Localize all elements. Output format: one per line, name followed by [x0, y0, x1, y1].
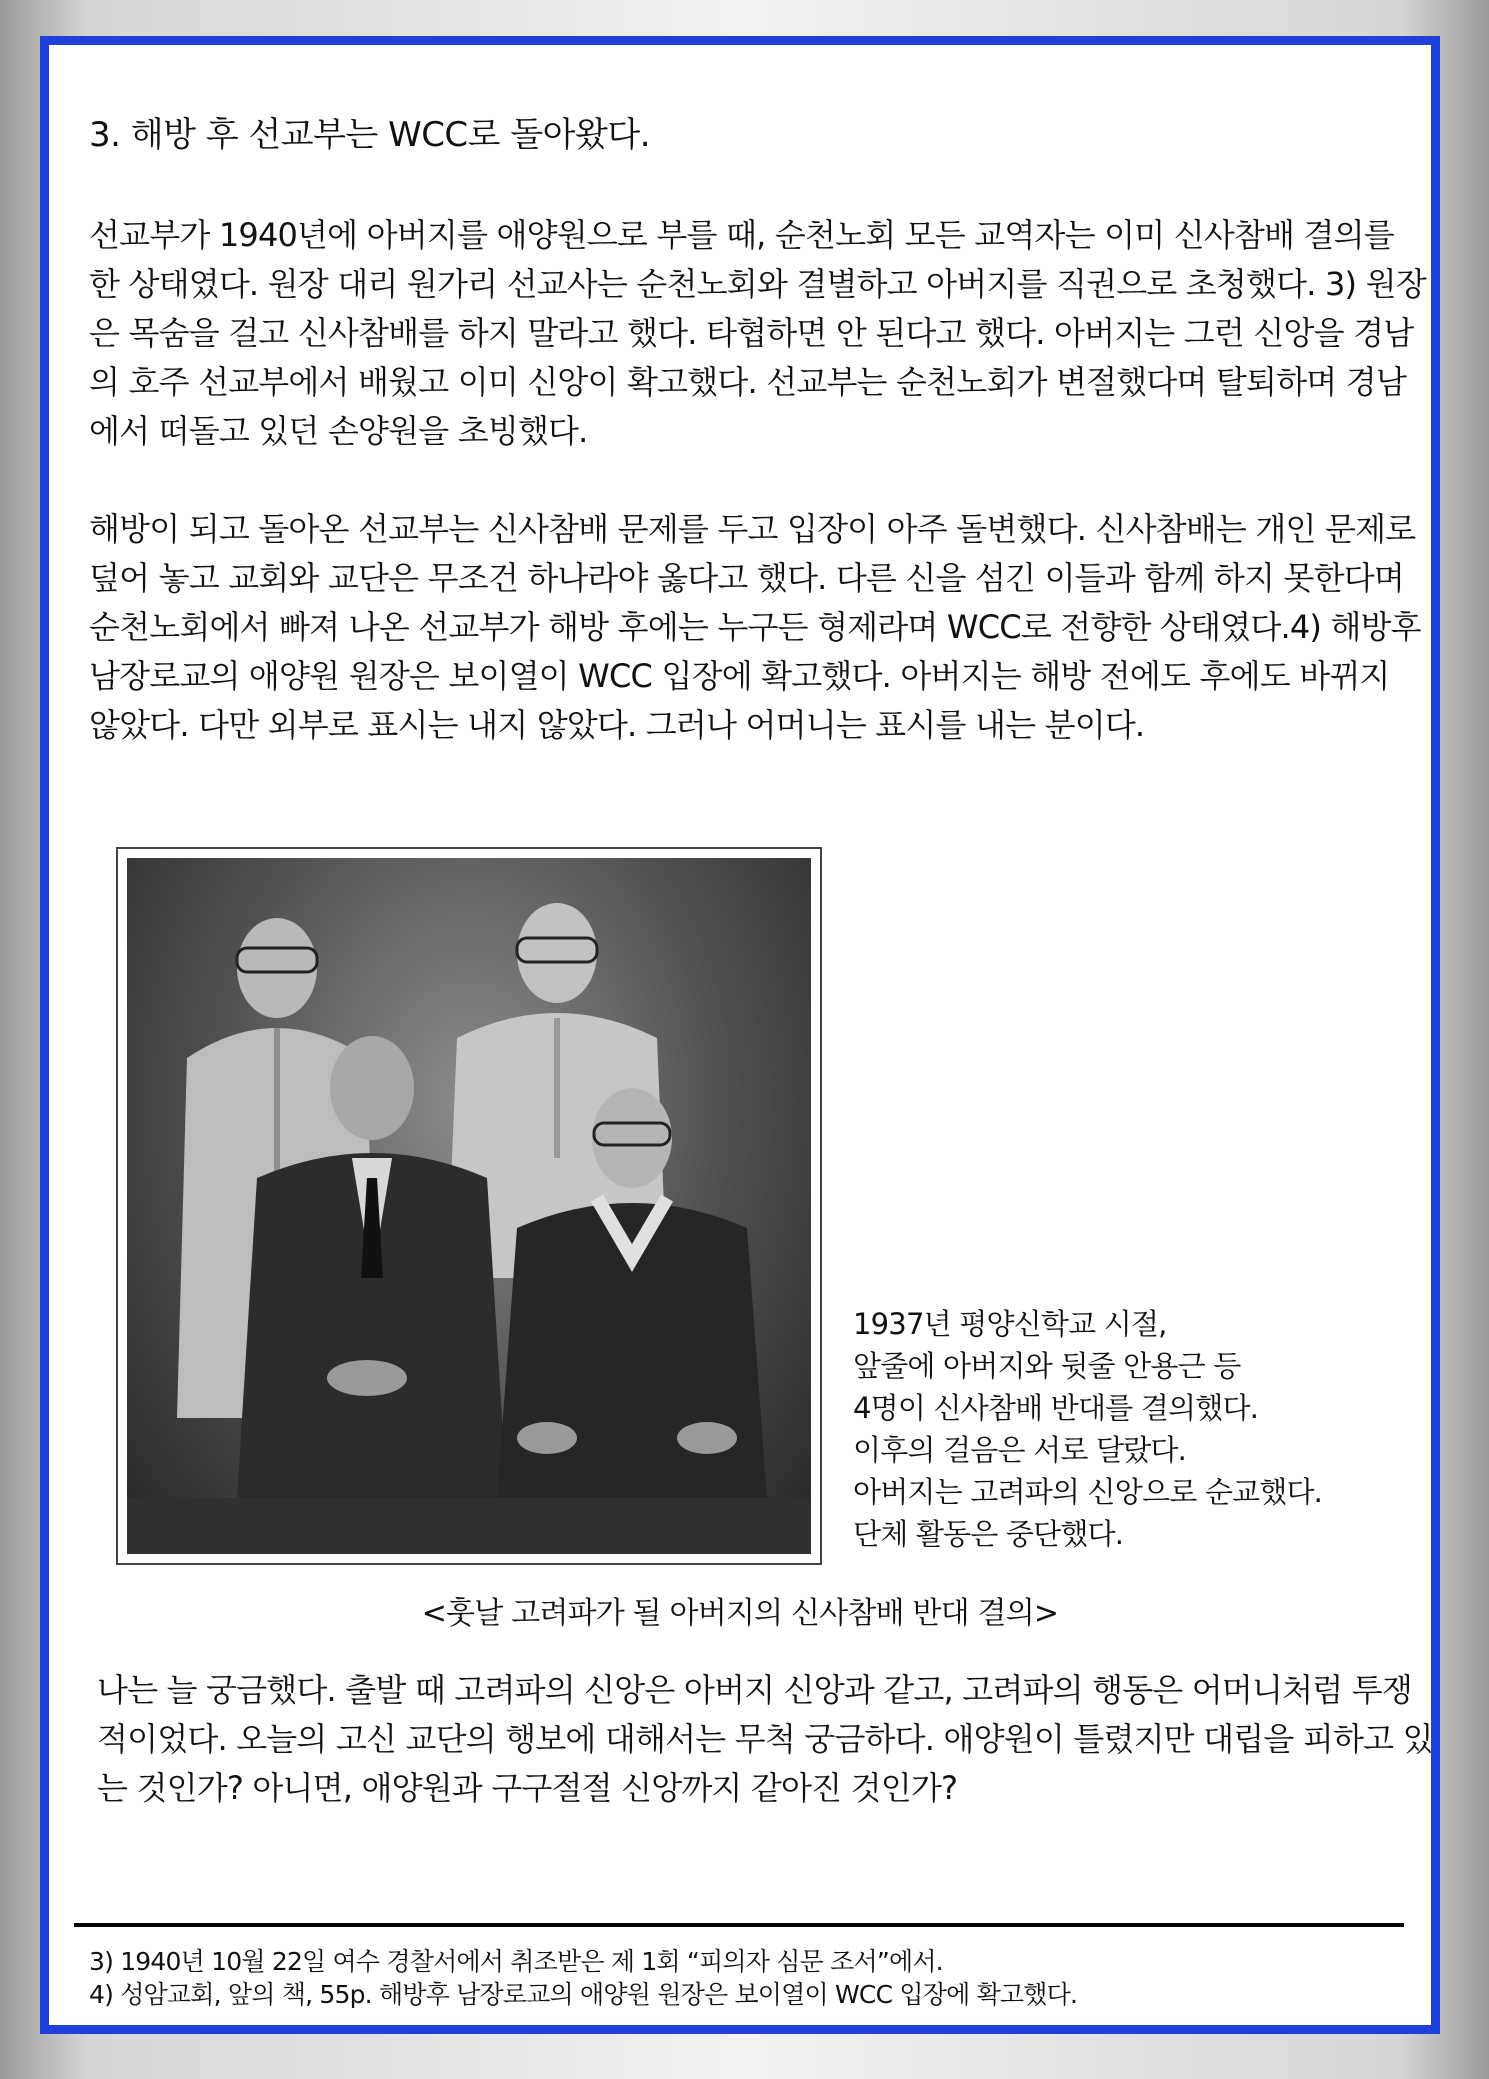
caption-line: 이후의 걸음은 서로 달랐다.: [853, 1433, 1187, 1467]
photo-title-caption: <훗날 고려파가 될 아버지의 신사참배 반대 결의>: [421, 1596, 1059, 1631]
caption-line: 아버지는 고려파의 신앙으로 순교했다.: [853, 1475, 1323, 1509]
document-page: [40, 36, 1440, 2034]
paragraph-1: 선교부가 1940년에 아버지를 애양원으로 부를 때, 순천노회 모든 교역자는 이미 신사참배 결의를 한 상태였다. 원장 대리 원가리 선교사는 순천노회와 결별하고 아버지를 직권으로 초청했다. 3) 원장은 목숨을 걸고 신사참배를 하지 말라고 했다. 타협하면 안 된다고 했다. 아버지는 그런 신앙을 경남의 호주 선교부에서 배웠고 이미 신앙이 확고했다. 선교부는 순천노회가 변절했다며 탈퇴하며 경남에서 떠돌고 있던 손양원을 초빙했다.: [89, 216, 1426, 450]
paragraph-3: 나는 늘 궁금했다. 출발 때 고려파의 신앙은 아버지 신앙과 같고, 고려파의 행동은 어머니처럼 투쟁적이었다. 오늘의 고신 교단의 행보에 대해서는 무척 궁금하다. 애양원이 틀렸지만 대립을 피하고 있는 것인가? 아니면, 애양원과 구구절절 신앙까지 같아진 것인가?: [97, 1671, 1433, 1807]
caption-line: 1937년 평양신학교 시절,: [853, 1307, 1167, 1341]
section-heading: 3. 해방 후 선교부는 WCC로 돌아왔다.: [89, 115, 651, 155]
caption-line: 단체 활동은 중단했다.: [853, 1517, 1124, 1551]
caption-line: 4명이 신사참배 반대를 결의했다.: [853, 1391, 1259, 1425]
caption-line: 앞줄에 아버지와 뒷줄 안용근 등: [853, 1349, 1241, 1383]
photo-image: [127, 858, 811, 1554]
footnote-3: 3) 1940년 10월 22일 여수 경찰서에서 취조받은 제 1회 “피의자 심문 조서”에서.: [89, 1947, 943, 1976]
footnote-4: 4) 성암교회, 앞의 책, 55p. 해방후 남장로교의 애양원 원장은 보이열이 WCC 입장에 확고했다.: [89, 1980, 1078, 2009]
footnotes: [89, 1945, 1409, 2011]
photo-illustration: [127, 858, 811, 1554]
photo-side-caption: [853, 1303, 1413, 1555]
historical-group-photo: [116, 847, 822, 1565]
footnote-divider: [74, 1923, 1404, 1927]
paragraph-2: 해방이 되고 돌아온 선교부는 신사참배 문제를 두고 입장이 아주 돌변했다. 신사참배는 개인 문제로 덮어 놓고 교회와 교단은 무조건 하나라야 옳다고 했다. 다른 신을 섬긴 이들과 함께 하지 못한다며 순천노회에서 빠져 나온 선교부가 해방 후에는 누구든 형제라며 WCC로 전향한 상태였다.4) 해방후 남장로교의 애양원 원장은 보이열이 WCC 입장에 확고했다. 아버지는 해방 전에도 후에도 바뀌지 않았다. 다만 외부로 표시는 내지 않았다. 그러나 어머니는 표시를 내는 분이다.: [89, 510, 1421, 744]
